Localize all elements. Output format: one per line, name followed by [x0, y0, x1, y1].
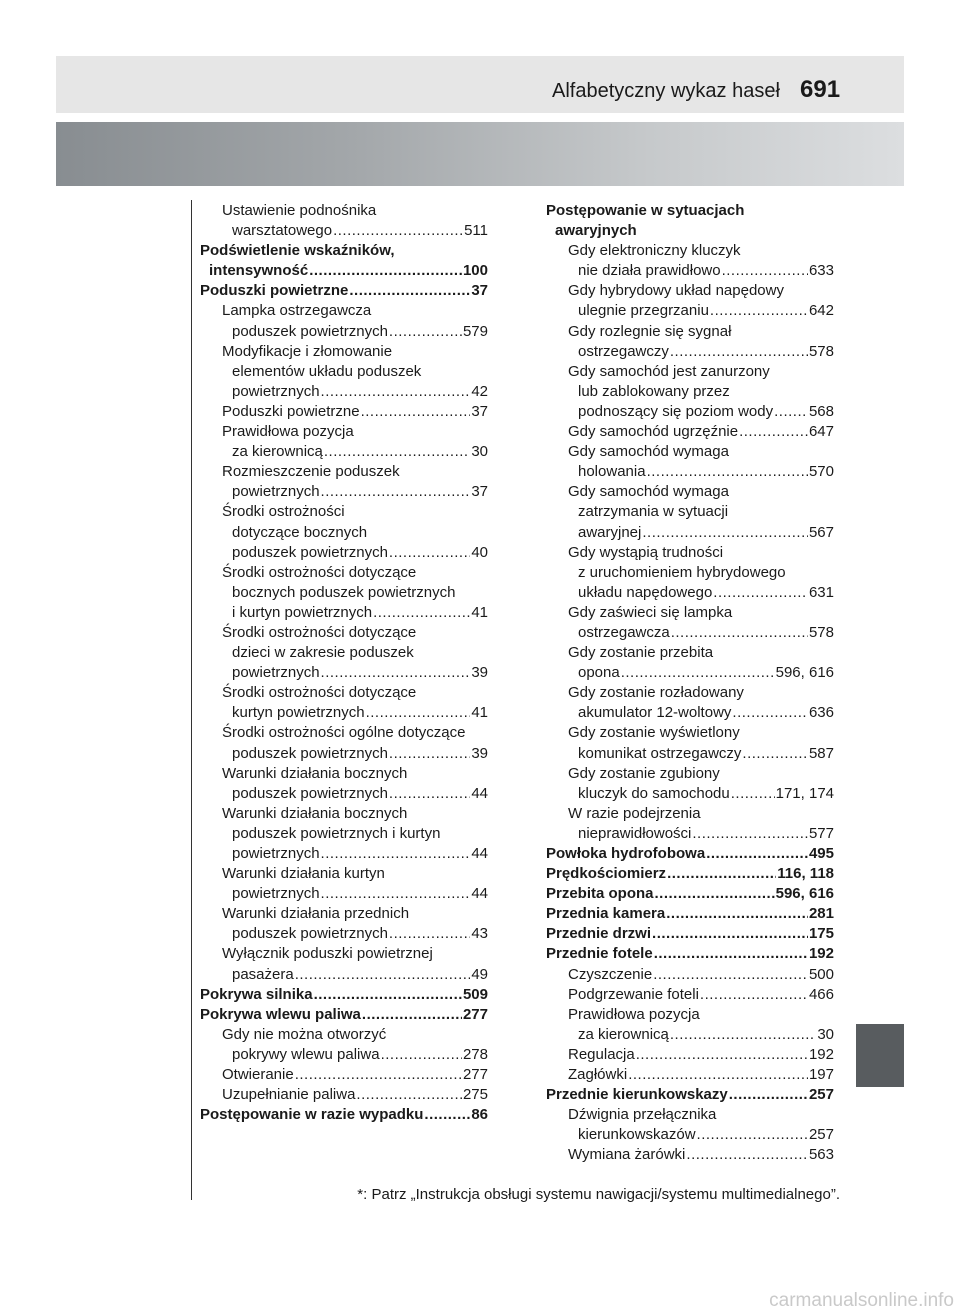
index-entry: [200, 985, 488, 1005]
index-entry: [546, 1085, 834, 1105]
index-entry: [200, 864, 488, 904]
index-entry-text: lub zablokowany przez: [578, 382, 730, 400]
index-entry-text: Przednie fotele: [546, 945, 653, 963]
index-page-ref: 277: [462, 1066, 488, 1084]
index-page-ref: 257: [808, 1086, 834, 1104]
index-page-ref: 171, 174: [775, 784, 834, 802]
index-entry-text: nie działa prawidłowo: [578, 262, 721, 280]
leader-dots: [424, 1105, 470, 1125]
index-entry-text: Gdy hybrydowy układ napędowy: [568, 282, 784, 300]
index-entry: [200, 904, 488, 944]
index-column-right: [546, 201, 834, 1166]
index-page-ref: 596, 616: [775, 664, 834, 682]
index-entry: [546, 322, 834, 362]
leader-dots: [671, 623, 808, 643]
index-page-ref: 570: [808, 463, 834, 481]
leader-dots: [389, 924, 470, 944]
index-entry-text: bocznych poduszek powietrznych: [232, 583, 456, 601]
index-entry-text: Gdy zaświeci się lampka: [568, 603, 733, 621]
index-entry-text: Przednie kierunkowskazy: [546, 1086, 728, 1104]
index-page-ref: 37: [471, 483, 488, 501]
index-entry: [546, 764, 834, 804]
index-entry: [546, 482, 834, 542]
index-page-ref: 563: [808, 1146, 834, 1164]
index-entry-text: Warunki działania bocznych: [222, 804, 408, 822]
leader-dots: [713, 583, 808, 603]
index-entry: [546, 1045, 834, 1065]
leader-dots: [666, 904, 808, 924]
index-page-ref: 578: [808, 623, 834, 641]
index-entry-text: pasażera: [232, 965, 294, 983]
leader-dots: [706, 844, 808, 864]
index-entry-text: Gdy zostanie przebita: [568, 644, 714, 662]
index-page-ref: 86: [471, 1106, 488, 1124]
leader-dots: [321, 844, 471, 864]
index-entry-text: Podświetlenie wskaźników,: [200, 242, 395, 260]
index-entry-text: Gdy elektroniczny kluczyk: [568, 242, 741, 260]
index-entry: [546, 844, 834, 864]
index-entry-text: Rozmieszczenie poduszek: [222, 463, 400, 481]
index-page-ref: 281: [808, 905, 834, 923]
index-page-ref: 49: [471, 965, 488, 983]
index-entry-text: Środki ostrożności ogólne dotyczące: [222, 724, 466, 742]
leader-dots: [722, 261, 808, 281]
leader-dots: [774, 402, 808, 422]
index-page-ref: 44: [471, 885, 488, 903]
index-page-ref: 631: [808, 583, 834, 601]
index-page-ref: 568: [808, 402, 834, 420]
index-entry: [546, 1005, 834, 1045]
index-entry-text: Gdy samochód wymaga: [568, 483, 729, 501]
index-entry-text: Regulacja: [568, 1045, 635, 1063]
index-entry-text: Otwieranie: [222, 1066, 294, 1084]
index-entry: [546, 643, 834, 683]
index-entry: [200, 342, 488, 402]
index-entry: [200, 462, 488, 502]
index-page-ref: 277: [462, 1005, 488, 1023]
index-entry: [546, 281, 834, 321]
index-page-ref: 39: [471, 744, 488, 762]
index-entry-text: Modyfikacje i złomowanie: [222, 342, 393, 360]
index-entry-text: powietrznych: [232, 483, 320, 501]
index-page-ref: 197: [808, 1066, 834, 1084]
index-entry-text: powietrznych: [232, 845, 320, 862]
leader-dots: [654, 944, 808, 964]
index-entry-text: ulegnie przegrzaniu: [578, 302, 709, 320]
index-entry-text: elementów układu poduszek: [232, 362, 422, 380]
leader-dots: [362, 1005, 462, 1025]
leader-dots: [389, 744, 470, 764]
index-entry-text: Prędkościomierz: [546, 865, 667, 883]
index-entry: [200, 241, 488, 281]
index-entry: [546, 241, 834, 281]
leader-dots: [361, 402, 471, 422]
index-entry: [546, 864, 834, 884]
index-column-left: [200, 201, 488, 1125]
index-entry-text: Środki ostrożności dotyczące: [222, 623, 417, 641]
index-entry: [546, 362, 834, 422]
leader-dots: [667, 864, 776, 884]
leader-dots: [381, 1045, 462, 1065]
index-entry: [546, 723, 834, 763]
leader-dots: [700, 985, 808, 1005]
index-entry-text: Lampka ostrzegawcza: [222, 302, 372, 320]
index-entry-text: powietrznych: [232, 664, 320, 682]
index-entry-text: Dźwignia przełącznika: [568, 1106, 717, 1124]
index-page-ref: 579: [462, 322, 488, 340]
index-page-ref: 30: [817, 1025, 834, 1043]
index-entry: [546, 1145, 834, 1165]
index-entry-text: kluczyk do samochodu: [578, 784, 730, 802]
index-page-ref: 578: [808, 342, 834, 360]
index-page-ref: 30: [471, 443, 488, 461]
leader-dots: [628, 1065, 808, 1085]
index-entry-text: poduszek powietrznych i kurtyn: [232, 824, 441, 842]
index-page-ref: 577: [808, 824, 834, 842]
index-entry-text: Warunki działania bocznych: [222, 764, 408, 782]
index-entry-text: ostrzegawcza: [578, 623, 670, 641]
index-entry: [546, 603, 834, 643]
index-entry-text: Poduszki powietrzne: [222, 402, 360, 420]
index-entry-text: poduszek powietrznych: [232, 543, 388, 561]
index-entry-text: opona: [578, 664, 620, 682]
index-entry-text: za kierownicą: [578, 1025, 669, 1043]
index-entry: [200, 804, 488, 864]
index-entry-text: kurtyn powietrznych: [232, 704, 365, 722]
index-entry-text: Gdy rozlegnie się sygnał: [568, 322, 732, 340]
index-entry-text: kierunkowskazów: [578, 1126, 696, 1144]
leader-dots: [697, 1125, 808, 1145]
index-page-ref: 37: [471, 282, 488, 300]
index-entry-text: Wymiana żarówki: [568, 1146, 686, 1164]
index-entry-text: układu napędowego: [578, 583, 713, 601]
index-entry: [200, 723, 488, 763]
index-entry-text: Przednia kamera: [546, 905, 666, 923]
index-entry-text: Gdy wystąpią trudności: [568, 543, 724, 561]
leader-dots: [366, 703, 471, 723]
header-gradient-band: [56, 122, 904, 186]
index-page-ref: 192: [808, 945, 834, 963]
index-entry-text: Poduszki powietrzne: [200, 282, 349, 300]
index-entry-text: poduszek powietrznych: [232, 322, 388, 340]
index-entry-text: Postępowanie w sytuacjach: [546, 202, 745, 219]
index-entry: [200, 402, 488, 422]
leader-dots: [321, 884, 471, 904]
leader-dots: [389, 784, 470, 804]
index-entry-text: Czyszczenie: [568, 965, 653, 983]
index-entry: [546, 683, 834, 723]
leader-dots: [314, 985, 462, 1005]
index-entry-text: Pokrywa wlewu paliwa: [200, 1005, 361, 1023]
index-entry-text: Gdy samochód ugrzęźnie: [568, 423, 739, 441]
index-entry-text: Gdy zostanie zgubiony: [568, 764, 720, 782]
index-page-ref: 275: [462, 1086, 488, 1104]
index-entry: [200, 422, 488, 462]
index-entry-text: Przebita opona: [546, 885, 654, 903]
leader-dots: [324, 442, 470, 462]
page-header-title: Alfabetyczny wykaz haseł: [552, 80, 780, 102]
index-entry-text: intensywność: [209, 262, 309, 280]
index-entry-text: Ustawienie podnośnika: [222, 202, 377, 219]
index-entry-text: Gdy samochód jest zanurzony: [568, 362, 770, 380]
index-page-ref: 40: [471, 543, 488, 561]
index-entry-text: z uruchomieniem hybrydowego: [578, 563, 786, 581]
index-entry: [200, 1105, 488, 1125]
index-page-ref: 100: [462, 262, 488, 280]
index-entry-text: poduszek powietrznych: [232, 925, 388, 943]
index-page-ref: 175: [808, 925, 834, 943]
index-entry: [200, 1025, 488, 1065]
index-entry: [200, 1085, 488, 1105]
leader-dots: [729, 1085, 808, 1105]
index-page-ref: 511: [464, 222, 488, 240]
index-page-ref: 43: [471, 925, 488, 943]
index-page-ref: 567: [808, 523, 834, 541]
leader-dots: [655, 884, 775, 904]
leader-dots: [670, 342, 808, 362]
index-page-ref: 596, 616: [775, 885, 834, 903]
index-entry: [200, 301, 488, 341]
index-entry: [200, 944, 488, 984]
index-page-ref: 42: [471, 382, 488, 400]
leader-dots: [739, 422, 808, 442]
index-entry: [200, 623, 488, 683]
leader-dots: [321, 663, 471, 683]
index-entry-text: poduszek powietrznych: [232, 744, 388, 762]
section-thumb-tab: [856, 1024, 904, 1087]
index-page-ref: 41: [471, 704, 488, 722]
index-entry: [200, 1065, 488, 1085]
index-entry-text: nieprawidłowości: [578, 824, 692, 842]
leader-dots: [670, 1025, 816, 1045]
index-entry-text: akumulator 12-woltowy: [578, 704, 732, 722]
leader-dots: [692, 824, 808, 844]
index-entry-text: Pokrywa silnika: [200, 985, 313, 1003]
index-entry: [546, 442, 834, 482]
leader-dots: [686, 1145, 808, 1165]
index-entry-text: dzieci w zakresie poduszek: [232, 644, 414, 662]
index-page-ref: 642: [808, 302, 834, 320]
index-entry-text: poduszek powietrznych: [232, 784, 388, 802]
index-entry: [546, 1065, 834, 1085]
index-entry-text: Gdy zostanie rozładowany: [568, 684, 744, 702]
index-entry-text: za kierownicą: [232, 443, 323, 461]
index-entry: [200, 683, 488, 723]
index-entry-text: Gdy zostanie wyświetlony: [568, 724, 740, 742]
index-page-ref: 39: [471, 664, 488, 682]
index-entry-text: pokrywy wlewu paliwa: [232, 1045, 380, 1063]
leader-dots: [642, 523, 808, 543]
leader-dots: [742, 744, 808, 764]
index-entry: [546, 924, 834, 944]
index-entry-text: Środki ostrożności: [222, 503, 345, 521]
index-entry: [200, 1005, 488, 1025]
index-entry-text: Przednie drzwi: [546, 925, 652, 943]
leader-dots: [389, 322, 462, 342]
index-entry-text: holowania: [578, 463, 646, 481]
column-divider: [191, 200, 192, 1200]
leader-dots: [731, 784, 775, 804]
index-entry: [200, 281, 488, 301]
leader-dots: [321, 482, 471, 502]
index-page-ref: 41: [471, 603, 488, 621]
index-entry-text: Środki ostrożności dotyczące: [222, 563, 417, 581]
footnote: *: Patrz „Instrukcja obsługi systemu nawigacji/systemu multimedialnego”.: [357, 1186, 840, 1203]
index-page-ref: 37: [471, 402, 488, 420]
index-entry-text: Gdy samochód wymaga: [568, 443, 729, 461]
index-page-ref: 44: [471, 784, 488, 802]
leader-dots: [321, 382, 471, 402]
index-entry-text: zatrzymania w sytuacji: [578, 503, 729, 521]
index-entry: [200, 563, 488, 623]
index-entry-text: Prawidłowa pozycja: [222, 423, 354, 441]
index-entry: [546, 985, 834, 1005]
index-entry-text: powietrznych: [232, 885, 320, 903]
index-entry-text: Uzupełnianie paliwa: [222, 1086, 356, 1104]
index-page-ref: 647: [808, 423, 834, 441]
leader-dots: [652, 924, 808, 944]
index-entry: [200, 764, 488, 804]
index-entry-text: awaryjnej: [578, 523, 642, 541]
index-entry-text: powietrznych: [232, 382, 320, 400]
leader-dots: [333, 221, 463, 241]
index-page-ref: 636: [808, 704, 834, 722]
index-entry-text: Środki ostrożności dotyczące: [222, 684, 417, 702]
index-entry-text: Wyłącznik poduszki powietrznej: [222, 945, 433, 963]
index-entry: [546, 543, 834, 603]
leader-dots: [356, 1085, 462, 1105]
index-page-ref: 500: [808, 965, 834, 983]
index-entry: [546, 201, 834, 241]
index-entry-text: Gdy nie można otworzyć: [222, 1025, 387, 1043]
leader-dots: [621, 663, 775, 683]
index-page-ref: 587: [808, 744, 834, 762]
index-page-ref: 633: [808, 262, 834, 280]
index-entry-text: Postępowanie w razie wypadku: [200, 1106, 424, 1124]
index-entry-text: podnoszący się poziom wody: [578, 402, 774, 420]
index-page-ref: 278: [462, 1045, 488, 1063]
index-entry-text: Podgrzewanie foteli: [568, 985, 699, 1003]
index-page-ref: 44: [471, 845, 488, 862]
index-entry-text: Prawidłowa pozycja: [568, 1005, 700, 1023]
leader-dots: [373, 603, 470, 623]
index-entry: [546, 904, 834, 924]
index-page-ref: 257: [808, 1126, 834, 1144]
index-entry: [546, 1105, 834, 1145]
leader-dots: [295, 1065, 462, 1085]
index-entry-text: Powłoka hydrofobowa: [546, 845, 706, 862]
watermark: carmanualsonline.info: [769, 1290, 954, 1311]
index-page-ref: 116, 118: [777, 865, 834, 883]
index-page-ref: 509: [462, 985, 488, 1003]
index-entry-text: i kurtyn powietrznych: [232, 603, 373, 621]
index-entry-text: W razie podejrzenia: [568, 804, 701, 822]
index-entry-text: warsztatowego: [232, 222, 333, 240]
leader-dots: [349, 281, 470, 301]
index-entry: [546, 804, 834, 844]
index-entry: [200, 502, 488, 562]
index-entry-text: dotyczące bocznych: [232, 523, 368, 541]
index-entry: [546, 965, 834, 985]
leader-dots: [647, 462, 808, 482]
leader-dots: [653, 965, 808, 985]
index-entry: [546, 884, 834, 904]
index-entry: [200, 201, 488, 241]
index-entry: [546, 422, 834, 442]
index-entry-text: awaryjnych: [555, 222, 637, 240]
index-entry-text: Warunki działania przednich: [222, 905, 410, 923]
index-entry-text: ostrzegawczy: [578, 342, 669, 360]
index-entry-text: Warunki działania kurtyn: [222, 865, 385, 883]
page-number: 691: [800, 76, 841, 103]
index-page-ref: 466: [808, 985, 834, 1003]
index-page-ref: 495: [808, 845, 834, 862]
index-entry: [546, 944, 834, 964]
leader-dots: [389, 543, 470, 563]
index-page-ref: 192: [808, 1045, 834, 1063]
leader-dots: [309, 261, 462, 281]
leader-dots: [732, 703, 808, 723]
leader-dots: [295, 965, 471, 985]
leader-dots: [710, 301, 808, 321]
index-entry-text: Zagłówki: [568, 1066, 628, 1084]
leader-dots: [636, 1045, 808, 1065]
index-entry-text: komunikat ostrzegawczy: [578, 744, 742, 762]
